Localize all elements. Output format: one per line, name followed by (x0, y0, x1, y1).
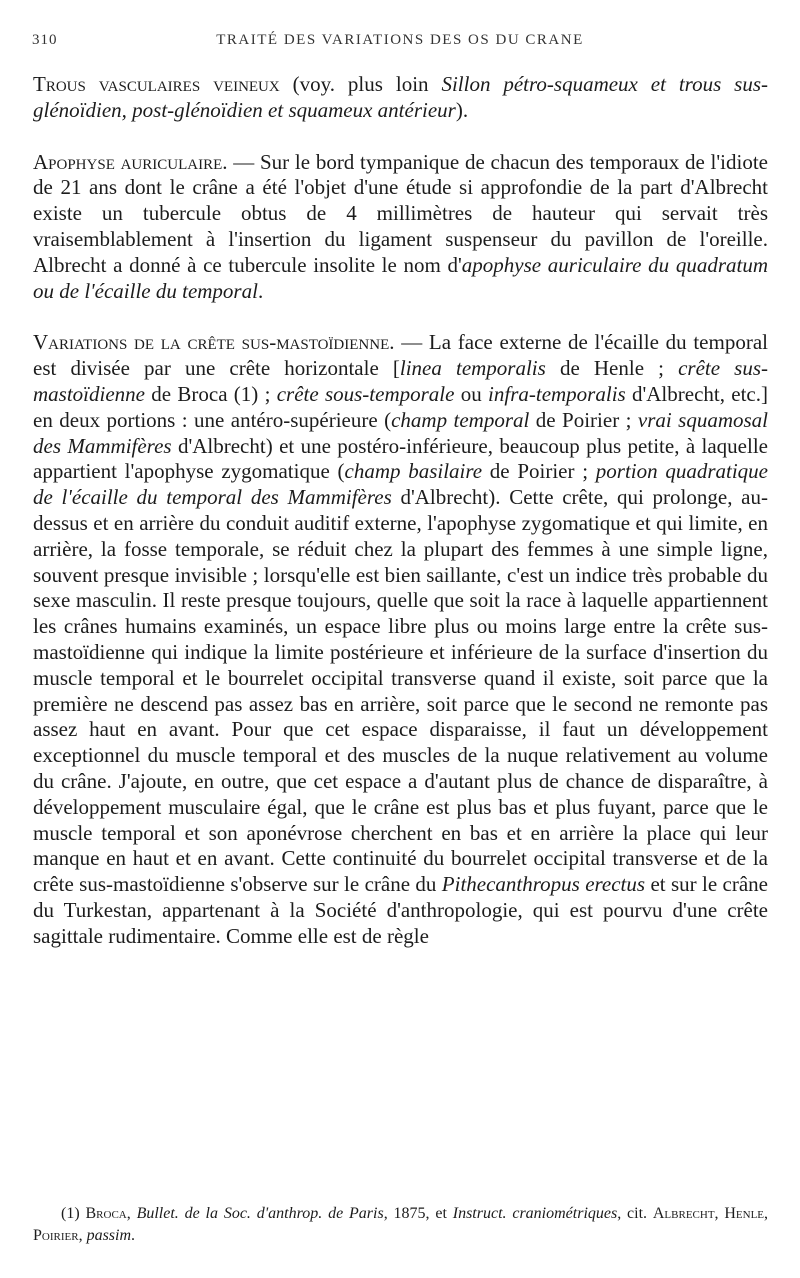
paragraph-crete-sus-mastoidienne (33, 330, 768, 949)
text-run: , (78, 1227, 87, 1244)
text-run: , 1875, et (383, 1205, 453, 1222)
italic-run: apophyse auriculaire du quadratum ou de l'écaille du temporal (33, 252, 768, 303)
italic-run: Instruct. craniométriques (452, 1205, 618, 1222)
italic-run: crête sus-mastoïdienne (33, 356, 769, 406)
italic-run: linea temporalis (399, 356, 546, 381)
footnote (33, 1203, 768, 1247)
italic-run: champ basilaire (344, 459, 483, 484)
text-run: d'Albrecht, etc.] en deux portions : une antéro-supérieure ( (33, 381, 768, 432)
section-heading: Trous vasculaires veineux (33, 72, 280, 96)
page-number: 310 (32, 32, 58, 48)
paragraph-apophyse-auriculaire (33, 150, 768, 305)
text-run: ). (455, 97, 469, 122)
italic-run: portion quadratique de l'écaille du temporal des Mammifères (33, 459, 768, 510)
text-run: . (131, 1227, 136, 1244)
text-run: de Henle ; (545, 356, 679, 381)
text-run: ou (454, 381, 489, 406)
text-run: . (257, 278, 264, 303)
footnote-mark: (1) (61, 1205, 80, 1222)
text-run: d'Albrecht) et une postéro-inférieure, beaucoup plus petite, à laquelle appartient l'apophyse zygomatique ( (33, 433, 768, 484)
footnote-names: Albrecht, Henle, Poirier (33, 1205, 769, 1244)
text-run: , (126, 1205, 137, 1222)
section-heading: Variations de la crête sus-mastoïdienne. (33, 330, 395, 355)
text-run: de Poirier ; (482, 459, 596, 484)
text-run: — La face externe de l'écaille du temporal est divisée par une crête horizontale [ (33, 330, 768, 381)
text-run: (voy. plus loin (279, 72, 442, 96)
italic-run: Pithecanthropus erectus (441, 872, 646, 897)
italic-run: vrai squamosal des Mammifères (33, 407, 768, 458)
text-run: et sur le crâne du Turkestan, appartenant à la Société d'anthropologie, qui est pourvu d'une crête sagittale rudimentaire. Comme elle est de règle (33, 872, 768, 948)
text-run: d'Albrecht). Cette crête, qui prolonge, au-dessus et en arrière du conduit auditif externe, l'apophyse zygomatique et qui limite, en arrière, la fosse temporale, se réduit chez la plupart des femmes à une simple ligne, souvent presque invisible ; lorsqu'elle est bien saillante, c'est un indice très probable du sexe masculin. Il reste presque toujours, quelle que soit la race à laquelle appartiennent les crânes humains examinés, un espace libre plus ou moins large entre la crête sus-mastoïdienne qui indique la limite postérieure et inférieure de la surface d'insertion du muscle temporal et le bourrelet occipital transverse quand il existe, soit parce que la première ne descend pas assez bas en arrière, soit parce que le second ne remonte pas assez haut en avant. Pour que cet espace disparaisse, il faut un développement exceptionnel du muscle temporal et des muscles de la nuque relativement au volume du crâne. J'ajoute, en outre, que cet espace a d'autant plus de chance de disparaître, à développement musculaire égal, que le crâne est plus bas et plus fuyant, parce que le muscle temporal et son aponévrose cherchent en bas et en arrière la place qui leur manque en haut et en avant. Cette continuité du bourrelet occipital transverse et de la crête sus-mastoïdienne s'observe sur le crâne du (33, 485, 768, 897)
running-title: TRAITÉ DES VARIATIONS DES OS DU CRANE (216, 32, 584, 48)
italic-run: passim (86, 1227, 132, 1244)
running-header (30, 32, 770, 54)
text-run: — Sur le bord tympanique de chacun des temporaux de l'idiote de 21 ans dont le crâne a été l'objet d'une étude si approfondie de la part d'Albrecht existe un tubercule obtus de 4 millimètres de hauteur qui servait très vraisemblablement à l'insertion du ligament suspenseur du pavillon de l'oreille. Albrecht a donné à ce tubercule insolite le nom d' (33, 149, 769, 277)
italic-run: champ temporal (391, 407, 530, 432)
text-run: de Broca (1) ; (144, 381, 277, 406)
text-run: , cit. (617, 1205, 653, 1222)
footnote-author: Broca (85, 1205, 127, 1222)
section-heading: Apophyse auriculaire. (33, 149, 228, 174)
text-run: de Poirier ; (529, 407, 638, 432)
italic-run: Bullet. de la Soc. d'anthrop. de Paris (136, 1205, 384, 1222)
italic-run: crête sous-temporale (276, 381, 455, 406)
main-text (33, 72, 768, 950)
italic-run: infra-temporalis (488, 381, 626, 406)
paragraph-trous-vasculaires (33, 72, 768, 124)
italic-run: Sillon pétro-squameux et trous sus-glénoïdien, post-glénoïdien et squameux antérieur (33, 72, 768, 122)
